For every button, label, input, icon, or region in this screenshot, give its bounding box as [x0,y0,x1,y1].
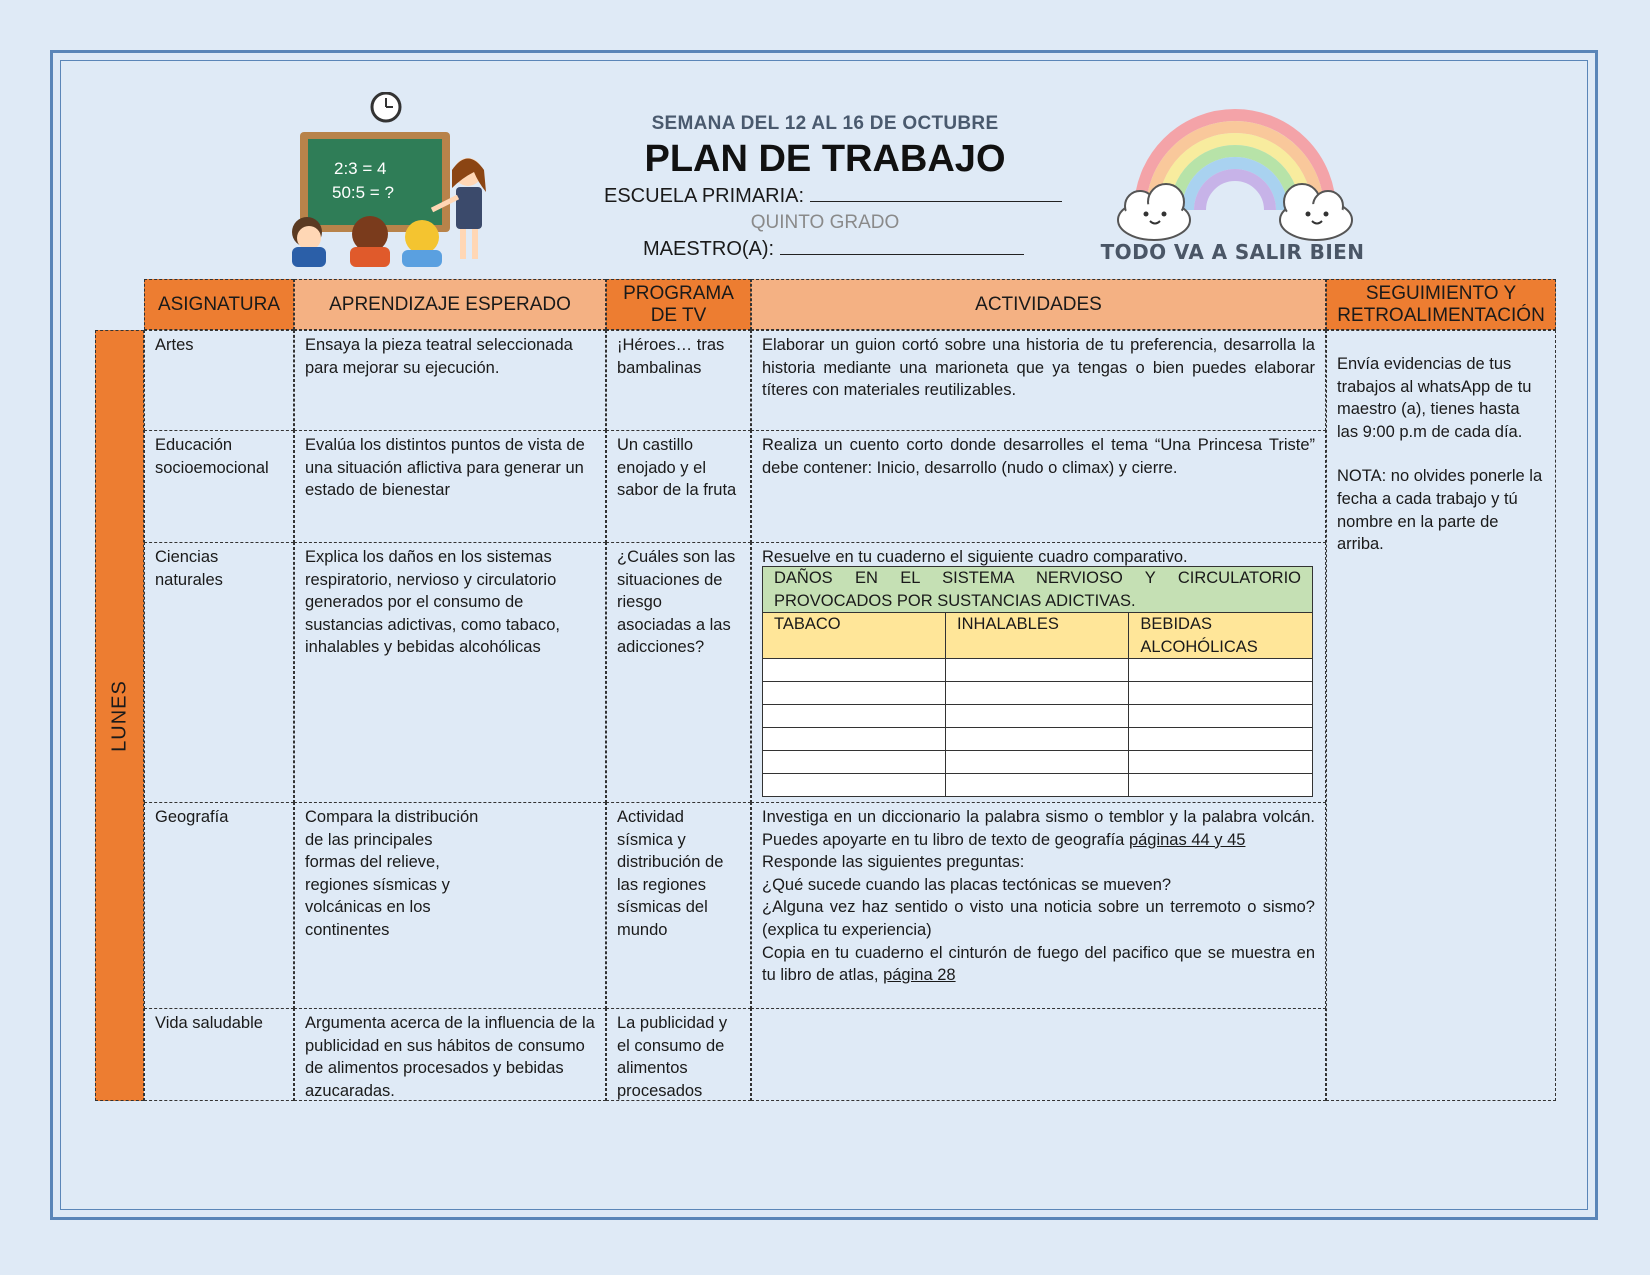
row-socio-subject: Educación socioemocional [144,430,294,543]
geo-activity-e [762,942,1315,987]
comparison-blank-row [763,705,1313,728]
comparison-title: DAÑOS EN EL SISTEMA NERVIOSO Y CIRCULATORIO PROVOCADOS POR SUSTANCIAS ADICTIVAS. [763,567,1313,613]
header-subject: ASIGNATURA [144,279,294,330]
followup-cell [1326,330,1556,1101]
header-tv-program [606,279,751,330]
header-followup [1326,279,1556,330]
row-ciencias-subject: Ciencias naturales [144,542,294,803]
geo-activity-a [762,806,1315,851]
row-socio-tv: Un castillo enojado y el sabor de la fruta [606,430,751,543]
geo-activity-d: ¿Alguna vez haz sentido o visto una noticia sobre un terremoto o sismo? (explica tu experiencia) [762,898,1315,939]
row-vida-tv: La publicidad y el consumo de alimentos procesados [606,1008,751,1101]
header-followup-line1: SEGUIMIENTO Y [1365,282,1517,304]
header-tv-line1: PROGRAMA [623,282,734,304]
row-ciencias-activity-text: Resuelve en tu cuaderno el siguiente cuadro comparativo. [762,548,1188,566]
row-socio-activity: Realiza un cuento corto donde desarrolles el tema “Una Princesa Triste” debe contener: Inicio, desarrollo (nudo o climax) y cierre. [751,430,1326,543]
geo-pages-link: páginas 44 y 45 [1128,830,1246,849]
day-label: LUNES [108,680,131,752]
geo-atlas-link: página 28 [883,966,956,985]
comparison-col-inhalables: INHALABLES [946,613,1129,659]
comparison-col-tabaco: TABACO [763,613,946,659]
teacher-line [643,238,1090,261]
row-ciencias-tv: ¿Cuáles son las situaciones de riesgo asociadas a las adicciones? [606,542,751,803]
followup-paragraph-2: NOTA: no olvides ponerle la fecha a cada trabajo y tú nombre en la parte de arriba. [1337,467,1543,554]
comparison-blank-row [763,751,1313,774]
geo-activity-b: Responde las siguientes preguntas: [762,853,1025,872]
row-geografia-tv: Actividad sísmica y distribución de las regiones sísmicas del mundo [606,802,751,1009]
school-line [604,185,1090,208]
row-geografia-activity [751,802,1326,1009]
row-vida-activity [751,1008,1326,1101]
header-activities: ACTIVIDADES [751,279,1326,330]
geo-activity-e-text: Copia en tu cuaderno el cinturón de fuego del pacifico que se muestra en tu libro de atlas, [762,943,1315,985]
geo-activity-a-text: Investiga en un diccionario la palabra sismo o temblor y la palabra volcán. Puedes apoyarte en tu libro de texto de geografía [762,808,1315,849]
row-artes-subject: Artes [144,330,294,431]
header-learning: APRENDIZAJE ESPERADO [294,279,606,330]
header-tv-line2: DE TV [650,304,707,326]
followup-paragraph-1: Envía evidencias de tus trabajos al whatsApp de tu maestro (a), tienes hasta las 9:00 p.m de cada día. [1337,355,1532,441]
school-blank [810,185,1062,202]
row-geografia-learning: Compara la distribución de las principales formas del relieve, regiones sísmicas y volcánicas en los continentes [294,802,606,1009]
row-vida-subject: Vida saludable [144,1008,294,1101]
comparison-blank-row [763,728,1313,751]
geo-activity-c: ¿Qué sucede cuando las placas tectónicas se mueven? [762,875,1172,894]
motto-text: TODO VA A SALIR BIEN [1100,240,1365,264]
comparison-blank-row [763,682,1313,705]
comparison-blank-row [763,774,1313,797]
teacher-label: MAESTRO(A): [643,238,775,260]
chalkboard-line-2: 50:5 = ? [332,183,394,202]
teacher-blank [780,238,1024,255]
school-label: ESCUELA PRIMARIA: [604,185,805,207]
teacher-chalkboard-illustration [282,92,502,267]
right-cloud-icon [1280,184,1352,240]
comparison-table [762,566,1313,797]
row-artes-learning: Ensaya la pieza teatral seleccionada para mejorar su ejecución. [294,330,606,431]
left-cloud-icon [1118,184,1190,240]
row-ciencias-learning: Explica los daños en los sistemas respiratorio, nervioso y circulatorio generados por el consumo de sustancias adictivas, como tabaco, inhalables y bebidas alcohólicas [294,542,606,803]
comparison-blank-row [763,659,1313,682]
page-title: PLAN DE TRABAJO [644,138,1006,180]
header-block [560,113,1090,261]
row-artes-tv: ¡Héroes… tras bambalinas [606,330,751,431]
week-range: SEMANA DEL 12 AL 16 DE OCTUBRE [651,113,999,134]
grade-label: QUINTO GRADO [750,212,900,233]
row-socio-learning: Evalúa los distintos puntos de vista de una situación aflictiva para generar un estado de bienestar [294,430,606,543]
row-artes-activity: Elaborar un guion cortó sobre una historia de tu preferencia, desarrolla la historia mediante una marioneta que ya tengas o bien puedes elaborar títeres con materiales reutilizables. [751,330,1326,431]
comparison-col-bebidas: BEBIDAS ALCOHÓLICAS [1129,613,1313,659]
header-followup-line2: RETROALIMENTACIÓN [1337,304,1545,326]
row-vida-learning: Argumenta acerca de la influencia de la publicidad en sus hábitos de consumo de alimentos procesados y bebidas azucaradas. [294,1008,606,1101]
chalkboard-line-1: 2:3 = 4 [334,159,387,178]
row-geografia-subject: Geografía [144,802,294,1009]
